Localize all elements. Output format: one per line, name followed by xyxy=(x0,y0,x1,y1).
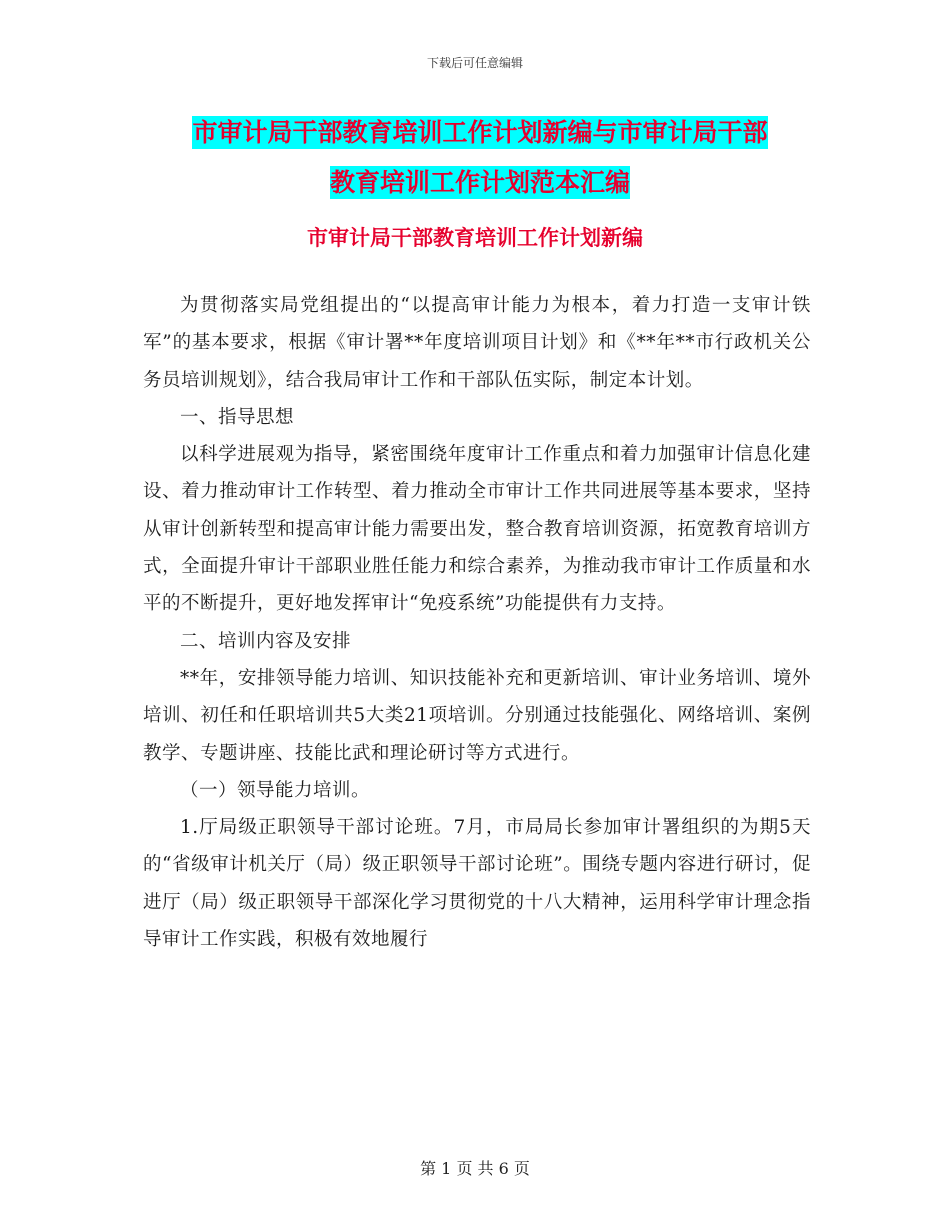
section-heading: 一、指导思想 xyxy=(180,406,295,428)
page-footer: 第 1 页 共 6 页 xyxy=(420,1159,530,1178)
paragraph: 为贯彻落实局党组提出的“以提高审计能力为根本，着力打造一支审计铁军”的基本要求，根据《审计署**年度培训项目计划》和《**年**市行政机关公务员培训规划》，结合我局审计工作和干部队伍实际，制定本计划。 xyxy=(143,295,811,391)
document-title xyxy=(140,108,820,208)
subsection-heading: （一）领导能力培训。 xyxy=(180,779,371,801)
document-body xyxy=(143,287,811,958)
title-line-1: 市审计局干部教育培训工作计划新编与市审计局干部 xyxy=(192,118,768,147)
paragraph: 1.厅局级正职领导干部讨论班。7月，市局局长参加审计署组织的为期5天的“省级审计机关厅（局）级正职领导干部讨论班”。围绕专题内容进行研讨，促进厅（局）级正职领导干部深化学习贯彻党的十八大精神，运用科学审计理念指导审计工作实践，积极有效地履行 xyxy=(143,817,811,951)
section-title: 市审计局干部教育培训工作计划新编 xyxy=(307,225,643,250)
section-heading: 二、培训内容及安排 xyxy=(180,630,352,652)
paragraph: 以科学进展观为指导，紧密围绕年度审计工作重点和着力加强审计信息化建设、着力推动审计工作转型、着力推动全市审计工作共同进展等基本要求，坚持从审计创新转型和提高审计能力需要出发，整合教育培训资源，拓宽教育培训方式，全面提升审计干部职业胜任能力和综合素养，为推动我市审计工作质量和水平的不断提升，更好地发挥审计“免疫系统”功能提供有力支持。 xyxy=(143,444,811,615)
title-line-2: 教育培训工作计划范本汇编 xyxy=(329,168,630,197)
paragraph: **年，安排领导能力培训、知识技能补充和更新培训、审计业务培训、境外培训、初任和任职培训共5大类21项培训。分别通过技能强化、网络培训、案例教学、专题讲座、技能比武和理论研讨等方式进行。 xyxy=(143,667,811,764)
page-header: 下载后可任意编辑 xyxy=(426,56,523,70)
